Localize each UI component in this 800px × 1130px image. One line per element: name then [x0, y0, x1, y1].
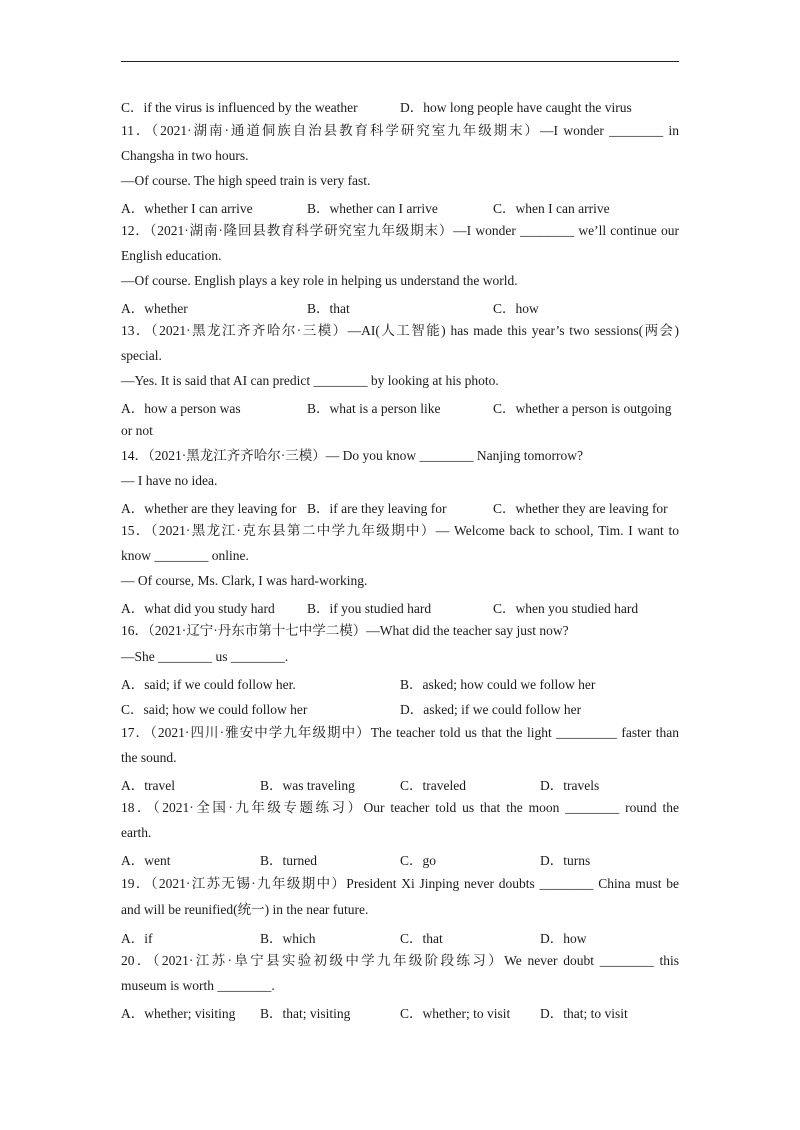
q11-stem: 11．（2021·湖南·通道侗族自治县教育科学研究室九年级期末）—I wonder ________ in	[121, 123, 679, 138]
q14-stem: 14．（2021·黑龙江齐齐哈尔·三模）— Do you know ________ Nanjing tomorrow?	[121, 448, 583, 463]
q19-stem-cont: and will be reunified(统一) in the near future.	[121, 902, 369, 917]
q14-option-c[interactable]: C．whether they are leaving for	[493, 501, 668, 516]
q15-option-c[interactable]: C．when you studied hard	[493, 601, 639, 616]
q20-stem: 20．（2021·江苏·阜宁县实验初级中学九年级阶段练习）We never doubt ________ this	[121, 953, 679, 968]
q18-option-d[interactable]: D．turns	[540, 853, 591, 868]
q11-answer-line: —Of course. The high speed train is very fast.	[121, 173, 371, 188]
q13-option-b[interactable]: B．what is a person like	[307, 401, 441, 416]
q12-option-b[interactable]: B．that	[307, 301, 350, 316]
q19-stem: 19．（2021·江苏无锡·九年级期中）President Xi Jinping never doubts ________ China must be	[121, 876, 679, 891]
q12-answer-line: —Of course. English plays a key role in helping us understand the world.	[121, 273, 518, 288]
q12-stem: 12．（2021·湖南·隆回县教育科学研究室九年级期末）—I wonder ________ we’ll continue our	[121, 223, 679, 238]
q15-stem: 15．（2021·黑龙江·克东县第二中学九年级期中）— Welcome back to school, Tim. I want to	[121, 523, 679, 538]
q10-option-c[interactable]: C．if the virus is influenced by the weather	[121, 100, 358, 115]
q20-stem-cont: museum is worth ________.	[121, 978, 275, 993]
q19-option-a[interactable]: A．if	[121, 931, 153, 946]
q14-option-b[interactable]: B．if are they leaving for	[307, 501, 447, 516]
q18-option-a[interactable]: A．went	[121, 853, 171, 868]
q16-option-d[interactable]: D．asked; if we could follow her	[400, 702, 582, 717]
q12-option-a[interactable]: A．whether	[121, 301, 188, 316]
q20-option-b[interactable]: B．that; visiting	[260, 1006, 351, 1021]
q14-option-a[interactable]: A．whether are they leaving for	[121, 501, 297, 516]
q13-option-a[interactable]: A．how a person was	[121, 401, 241, 416]
q13-answer-line: —Yes. It is said that AI can predict ________ by looking at his photo.	[121, 373, 499, 388]
q13-option-c-cont: or not	[121, 423, 153, 438]
q11-option-b[interactable]: B．whether can I arrive	[307, 201, 438, 216]
q18-option-b[interactable]: B．turned	[260, 853, 317, 868]
q11-stem-cont: Changsha in two hours.	[121, 148, 249, 163]
q14-answer-line: — I have no idea.	[121, 473, 218, 488]
q19-option-b[interactable]: B．which	[260, 931, 316, 946]
q20-option-a[interactable]: A．whether; visiting	[121, 1006, 236, 1021]
q18-stem: 18．（2021·全国·九年级专题练习）Our teacher told us that the moon ________ round the	[121, 800, 679, 815]
q15-answer-line: — Of course, Ms. Clark, I was hard-working.	[121, 573, 368, 588]
q10-option-d[interactable]: D．how long people have caught the virus	[400, 100, 632, 115]
q12-stem-cont: English education.	[121, 248, 222, 263]
q18-stem-cont: earth.	[121, 825, 152, 840]
header-rule	[121, 61, 679, 62]
q17-stem-cont: the sound.	[121, 750, 177, 765]
q17-option-c[interactable]: C．traveled	[400, 778, 466, 793]
q11-option-a[interactable]: A．whether I can arrive	[121, 201, 253, 216]
q15-stem-cont: know ________ online.	[121, 548, 249, 563]
q17-stem: 17．（2021·四川·雅安中学九年级期中）The teacher told us that the light _________ faster than	[121, 725, 679, 740]
q20-option-c[interactable]: C．whether; to visit	[400, 1006, 511, 1021]
q18-option-c[interactable]: C．go	[400, 853, 437, 868]
q16-stem: 16．（2021·辽宁·丹东市第十七中学二模）—What did the teacher say just now?	[121, 623, 569, 638]
q16-option-b[interactable]: B．asked; how could we follow her	[400, 677, 596, 692]
q15-option-a[interactable]: A．what did you study hard	[121, 601, 275, 616]
q13-stem: 13．（2021·黑龙江齐齐哈尔·三模）—AI(人工智能) has made this year’s two sessions(两会)	[121, 323, 679, 338]
q11-option-c[interactable]: C．when I can arrive	[493, 201, 610, 216]
q19-option-c[interactable]: C．that	[400, 931, 443, 946]
q16-option-a[interactable]: A．said; if we could follow her.	[121, 677, 296, 692]
q12-option-c[interactable]: C．how	[493, 301, 539, 316]
q17-option-b[interactable]: B．was traveling	[260, 778, 355, 793]
q17-option-a[interactable]: A．travel	[121, 778, 175, 793]
q13-option-c[interactable]: C．whether a person is outgoing	[493, 401, 672, 416]
q16-answer-line: —She ________ us ________.	[121, 649, 289, 664]
q17-option-d[interactable]: D．travels	[540, 778, 600, 793]
q19-option-d[interactable]: D．how	[540, 931, 587, 946]
q13-stem-cont: special.	[121, 348, 162, 363]
q16-option-c[interactable]: C．said; how we could follow her	[121, 702, 308, 717]
q15-option-b[interactable]: B．if you studied hard	[307, 601, 432, 616]
q20-option-d[interactable]: D．that; to visit	[540, 1006, 628, 1021]
